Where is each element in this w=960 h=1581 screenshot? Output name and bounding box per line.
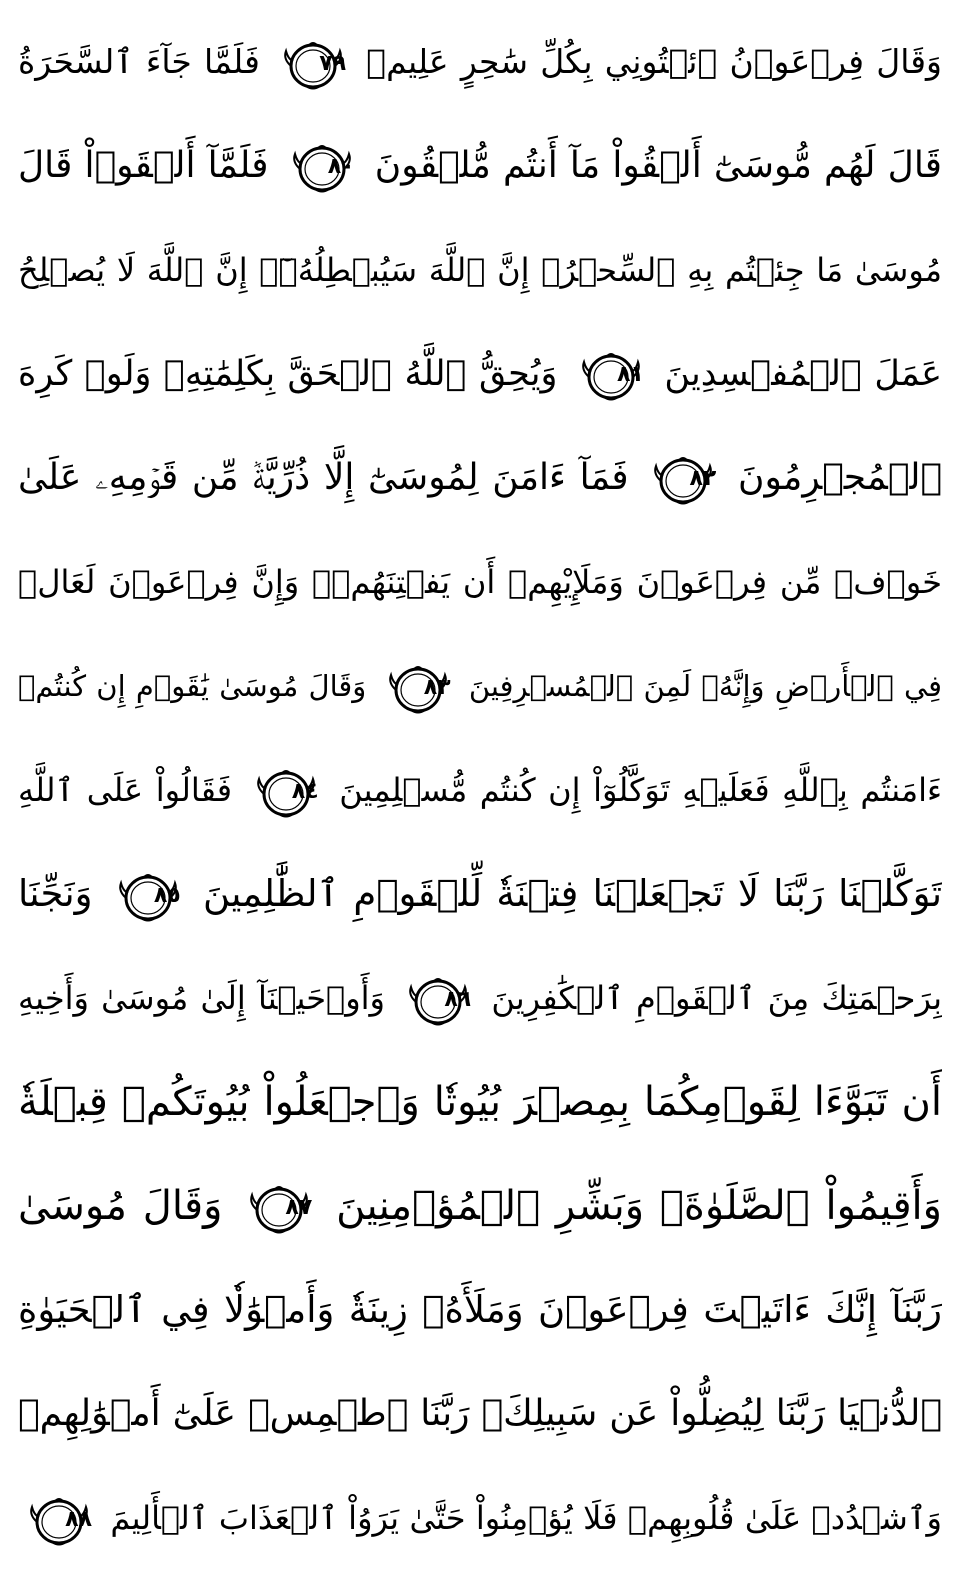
verse-text: وَٱشۡدُدۡ عَلَىٰ قُلُوبِهِمۡ فَلَا يُؤۡمِنُواْ حَتَّىٰ يَرَوُاْ ٱلۡعَذَابَ ٱلۡأَلِيمَ xyxy=(110,1499,942,1537)
ayah-number: ٨٣ xyxy=(423,675,451,700)
ayah-number-marker xyxy=(405,973,471,1027)
verse-line xyxy=(18,842,942,946)
ayah-number-marker xyxy=(650,452,716,506)
verse-text: فَمَآ ءَامَنَ لِمُوسَىٰٓ إِلَّا ذُرِّيَّةٞ مِّن قَوۡمِهِۦ عَلَىٰ xyxy=(18,457,629,498)
ayah-number-marker xyxy=(385,661,451,715)
ayah-number: ٧٩ xyxy=(319,50,347,76)
verse-text: وَيُحِقُّ ٱللَّهُ ٱلۡحَقَّ بِكَلِمَٰتِهِۦ وَلَوۡ كَرِهَ xyxy=(18,354,558,394)
ayah-number-marker xyxy=(253,765,319,819)
verse-text: وَقَالَ فِرۡعَوۡنُ ٱئۡتُونِي بِكُلِّ سَٰحِرٍ عَلِيمٖ xyxy=(366,42,942,81)
verse-text: تَوَكَّلۡنَا رَبَّنَا لَا تَجۡعَلۡنَا فِتۡنَةٗ لِّلۡقَوۡمِ ٱلظَّٰلِمِينَ xyxy=(202,872,942,915)
ayah-number: ٨٦ xyxy=(444,987,472,1012)
verse-text: فَلَمَّا جَآءَ ٱلسَّحَرَةُ xyxy=(18,42,260,81)
verse-line xyxy=(18,946,942,1050)
verse-text: خَوۡفٖ مِّن فِرۡعَوۡنَ وَمَلَإِيْهِمۡ أَن يَفۡتِنَهُمۡۚ وَإِنَّ فِرۡعَوۡنَ لَعَالٖ xyxy=(18,563,942,601)
verse-line xyxy=(18,1050,942,1154)
verse-line xyxy=(18,530,942,634)
ayah-number: ٨٠ xyxy=(327,154,355,179)
ayah-number-marker xyxy=(246,1181,312,1235)
verse-line xyxy=(18,1362,942,1466)
verse-text: ءَامَنتُم بِٱللَّهِ فَعَلَيۡهِ تَوَكَّلُوٓاْ إِن كُنتُم مُّسۡلِمِينَ xyxy=(339,771,942,809)
ayah-number: ٨٨ xyxy=(65,1507,92,1532)
ayah-number-marker xyxy=(578,348,644,402)
ayah-number: ٨٢ xyxy=(689,466,717,491)
verse-line xyxy=(18,114,942,218)
verse-line xyxy=(18,322,942,426)
ayah-number: ٨٤ xyxy=(291,779,319,804)
verse-text: فِي ٱلۡأَرۡضِ وَإِنَّهُۥ لَمِنَ ٱلۡمُسۡرِفِينَ xyxy=(468,669,942,703)
verse-text: أَن تَبَوَّءَا لِقَوۡمِكُمَا بِمِصۡرَ بُيُوتٗا وَٱجۡعَلُواْ بُيُوتَكُمۡ قِبۡلَةٗ xyxy=(18,1079,942,1125)
verse-text: وَقَالَ مُوسَىٰ xyxy=(18,1183,223,1229)
ayah-number-marker xyxy=(115,869,181,923)
verse-line xyxy=(18,1466,942,1570)
ayah-number-marker xyxy=(26,1493,92,1547)
ayah-number: ٨٥ xyxy=(153,882,181,908)
verse-line xyxy=(18,10,942,114)
verse-text: عَمَلَ ٱلۡمُفۡسِدِينَ xyxy=(664,354,942,394)
verse-text: وَنَجِّنَا xyxy=(18,872,93,915)
verse-text: قَالَ لَهُم مُّوسَىٰٓ أَلۡقُواْ مَآ أَنتُم مُّلۡقُونَ xyxy=(374,145,942,186)
verse-text: وَقَالَ مُوسَىٰ يَٰقَوۡمِ إِن كُنتُمۡ xyxy=(18,669,367,703)
ayah-number: ٨٧ xyxy=(285,1195,313,1220)
verse-text: وَأَوۡحَيۡنَآ إِلَىٰ مُوسَىٰ وَأَخِيهِ xyxy=(18,979,385,1017)
ayah-number: ٨١ xyxy=(616,362,644,387)
verse-text: فَلَمَّآ أَلۡقَوۡاْ قَالَ xyxy=(18,145,269,186)
verse-text: مُوسَىٰ مَا جِئۡتُم بِهِ ٱلسِّحۡرُۖ إِنَّ ٱللَّهَ سَيُبۡطِلُهُۥٓۖ إِنَّ ٱللَّهَ لَا يُصۡلِحُ xyxy=(18,251,942,289)
verse-text: ٱلۡمُجۡرِمُونَ xyxy=(738,457,942,498)
verse-line xyxy=(18,1258,942,1362)
verse-line xyxy=(18,218,942,322)
verse-text: ٱلدُّنۡيَا رَبَّنَا لِيُضِلُّواْ عَن سَبِيلِكَۖ رَبَّنَا ٱطۡمِسۡ عَلَىٰٓ أَمۡوَٰلِهِمۡ xyxy=(18,1393,942,1434)
verse-text: فَقَالُواْ عَلَى ٱللَّهِ xyxy=(18,771,233,809)
verse-line xyxy=(18,426,942,530)
verse-text: وَأَقِيمُواْ ٱلصَّلَوٰةَۗ وَبَشِّرِ ٱلۡمُؤۡمِنِينَ xyxy=(336,1183,942,1229)
verse-text: رَبَّنَآ إِنَّكَ ءَاتَيۡتَ فِرۡعَوۡنَ وَمَلَأَهُۥ زِينَةٗ وَأَمۡوَٰلٗا فِي ٱلۡحَيَوٰةِ xyxy=(18,1288,942,1331)
verse-line xyxy=(18,1154,942,1258)
ayah-number-marker xyxy=(289,140,355,194)
verse-text: بِرَحۡمَتِكَ مِنَ ٱلۡقَوۡمِ ٱلۡكَٰفِرِينَ xyxy=(491,979,942,1017)
ayah-number-marker xyxy=(280,37,346,91)
verse-line xyxy=(18,738,942,842)
verse-line xyxy=(18,634,942,738)
